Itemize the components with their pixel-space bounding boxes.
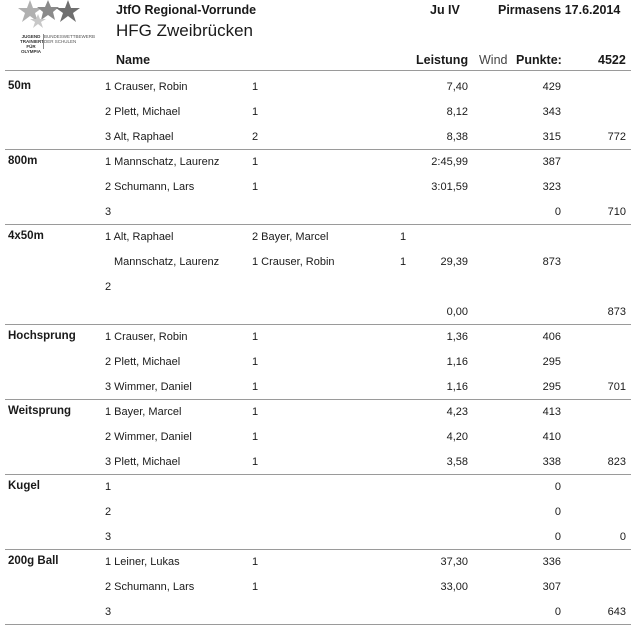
discipline-sum: 0 — [619, 531, 626, 543]
performance: 1,16 — [446, 356, 468, 368]
heat-number: 1 — [252, 81, 259, 93]
discipline-name: Weitsprung — [8, 405, 72, 417]
points: 315 — [542, 131, 561, 143]
points: 0 — [554, 206, 561, 218]
points: 295 — [542, 356, 561, 368]
athlete-name: 3 — [105, 606, 112, 618]
athlete-name: 2 Wimmer, Daniel — [105, 431, 192, 443]
col-name: Name — [116, 53, 151, 67]
points: 295 — [542, 381, 561, 393]
performance: 1,36 — [446, 331, 468, 343]
discipline-sum: 643 — [607, 606, 626, 618]
total-points: 4522 — [598, 53, 626, 67]
heat-number: 1 Crauser, Robin — [252, 256, 335, 268]
performance: 37,30 — [440, 556, 468, 568]
athlete-name: 2 Schumann, Lars — [105, 581, 195, 593]
discipline-rule — [5, 399, 631, 400]
discipline-name: 50m — [8, 80, 32, 92]
heat-number: 1 — [252, 456, 259, 468]
athlete-name: 3 Plett, Michael — [105, 456, 181, 468]
performance: 3:01,59 — [431, 181, 468, 193]
discipline-name: Kugel — [8, 480, 40, 492]
discipline-sum: 701 — [607, 381, 626, 393]
points: 410 — [542, 431, 561, 443]
discipline-sum: 710 — [607, 206, 626, 218]
points: 406 — [542, 331, 561, 343]
discipline-sum: 772 — [607, 131, 626, 143]
col-wind: Wind — [479, 53, 508, 67]
points: 429 — [542, 81, 561, 93]
school-name: HFG Zweibrücken — [116, 21, 253, 40]
athlete-name: 2 — [105, 506, 112, 518]
discipline-name: Hochsprung — [8, 330, 76, 342]
performance: 8,12 — [446, 106, 468, 118]
points: 387 — [542, 156, 561, 168]
logo-text-left: JUGEND TRAINIERT FÜR OLYMPIA — [20, 34, 44, 54]
athlete-name: 1 Crauser, Robin — [105, 81, 188, 93]
heat-number: 1 — [252, 556, 259, 568]
performance: 2:45,99 — [431, 156, 468, 168]
discipline-rule — [5, 224, 631, 225]
performance: 4,23 — [446, 406, 468, 418]
heat-number-2: 1 — [400, 231, 407, 243]
athlete-name: 1 Alt, Raphael — [105, 231, 174, 243]
points: 0 — [554, 481, 561, 493]
discipline-name: 800m — [8, 155, 38, 167]
performance: 33,00 — [440, 581, 468, 593]
discipline-rule — [5, 474, 631, 475]
points: 343 — [542, 106, 561, 118]
jtfo-logo — [8, 0, 98, 58]
discipline-rule — [5, 324, 631, 325]
heat-number: 1 — [252, 581, 259, 593]
athlete-name: 2 Plett, Michael — [105, 106, 181, 118]
athlete-name: 1 Crauser, Robin — [105, 331, 188, 343]
heat-number: 1 — [252, 381, 259, 393]
heat-number: 1 — [252, 181, 259, 193]
event-title: JtfO Regional-Vorrunde — [116, 3, 257, 17]
performance: 29,39 — [440, 256, 468, 268]
performance: 3,58 — [446, 456, 468, 468]
athlete-name: Mannschatz, Laurenz — [114, 256, 220, 268]
athlete-name: 2 — [105, 281, 112, 293]
points: 0 — [554, 506, 561, 518]
performance: 0,00 — [446, 306, 468, 318]
stars-icon — [8, 0, 98, 34]
athlete-name: 2 Plett, Michael — [105, 356, 181, 368]
performance: 4,20 — [446, 431, 468, 443]
athlete-name: 3 Alt, Raphael — [105, 131, 174, 143]
athlete-name: 1 Mannschatz, Laurenz — [105, 156, 220, 168]
heat-number: 1 — [252, 356, 259, 368]
points: 323 — [542, 181, 561, 193]
athlete-name: 2 Schumann, Lars — [105, 181, 195, 193]
athlete-name: 3 Wimmer, Daniel — [105, 381, 192, 393]
heat-number-2: 1 — [400, 256, 407, 268]
col-punkte: Punkte: — [516, 53, 562, 67]
heat-number: 1 — [252, 156, 259, 168]
heat-number: 2 Bayer, Marcel — [252, 231, 329, 243]
performance: 8,38 — [446, 131, 468, 143]
col-leistung: Leistung — [416, 53, 469, 67]
place-date: Pirmasens 17.6.2014 — [498, 3, 621, 17]
discipline-sum: 873 — [607, 306, 626, 318]
athlete-name: 1 Leiner, Lukas — [105, 556, 180, 568]
athlete-name: 3 — [105, 531, 112, 543]
heat-number: 1 — [252, 331, 259, 343]
age-group: Ju IV — [430, 3, 460, 17]
athlete-name: 1 Bayer, Marcel — [105, 406, 182, 418]
discipline-name: 4x50m — [8, 230, 44, 242]
heat-number: 2 — [252, 131, 259, 143]
performance: 1,16 — [446, 381, 468, 393]
discipline-rule — [5, 149, 631, 150]
athlete-name: 3 — [105, 206, 112, 218]
points: 0 — [554, 606, 561, 618]
logo-text-right: BUNDESWETTBEWERB DER SCHULEN — [44, 34, 96, 44]
heat-number: 1 — [252, 106, 259, 118]
points: 336 — [542, 556, 561, 568]
points: 873 — [542, 256, 561, 268]
discipline-sum: 823 — [607, 456, 626, 468]
heat-number: 1 — [252, 431, 259, 443]
points: 307 — [542, 581, 561, 593]
athlete-name: 1 — [105, 481, 112, 493]
header-rule — [5, 70, 631, 71]
points: 413 — [542, 406, 561, 418]
discipline-name: 200g Ball — [8, 555, 59, 567]
heat-number: 1 — [252, 406, 259, 418]
points: 338 — [542, 456, 561, 468]
points: 0 — [554, 531, 561, 543]
discipline-rule — [5, 549, 631, 550]
performance: 7,40 — [446, 81, 468, 93]
